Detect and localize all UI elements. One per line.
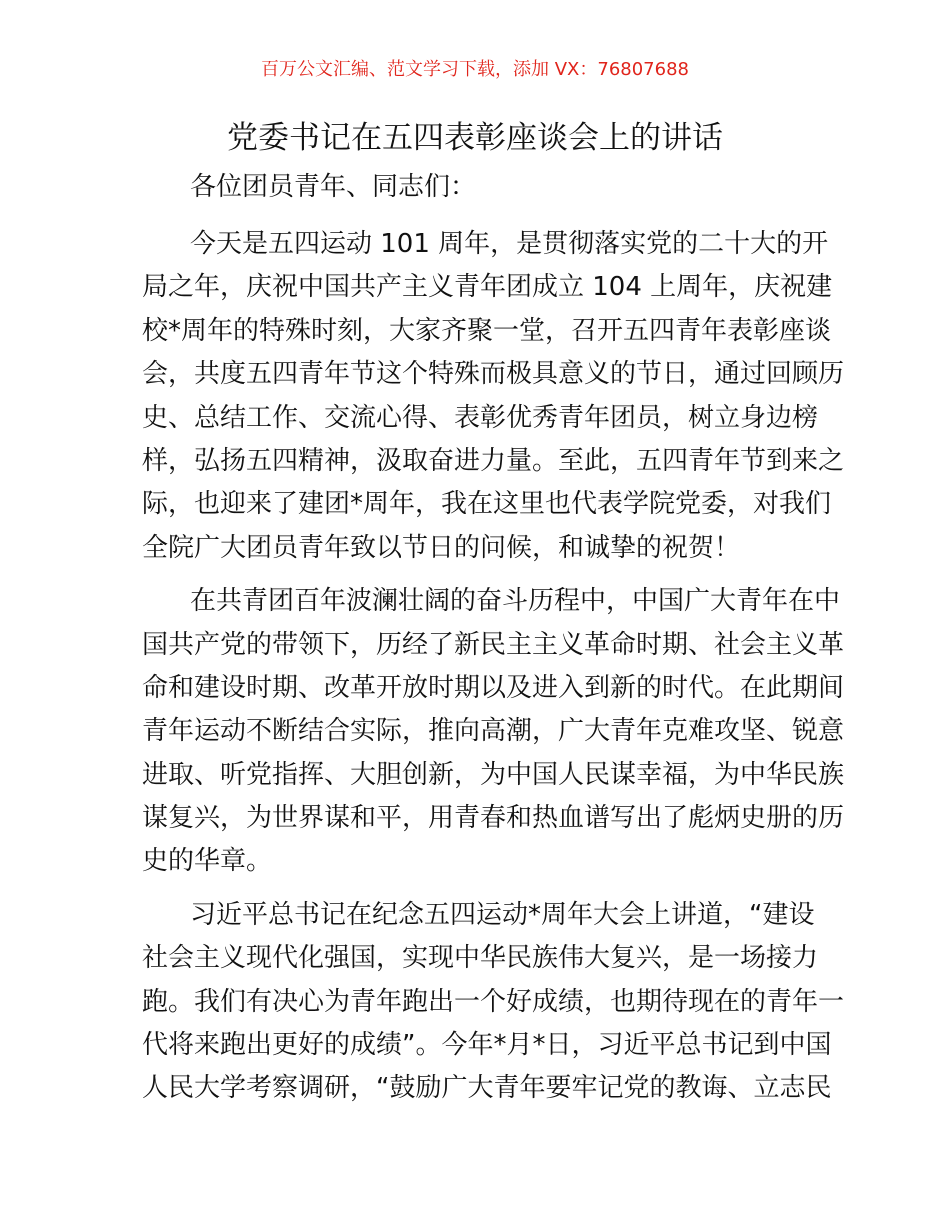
text-line: 在共青团百年波澜壮阔的奋斗历程中，中国广大青年在中 <box>190 586 841 617</box>
text-line: 习近平总书记在纪念五四运动*周年大会上讲道，“建设 <box>190 899 815 930</box>
text-line: 进取、听党指挥、大胆创新，为中国人民谋幸福，为中华民族 <box>142 759 845 790</box>
document-body <box>142 223 845 1121</box>
document-title: 党委书记在五四表彰座谈会上的讲话 <box>227 120 723 156</box>
text-line: 史的华章。 <box>142 846 273 877</box>
text-line: 校*周年的特殊时刻，大家齐聚一堂，召开五四青年表彰座谈 <box>142 315 832 346</box>
text-line: 样，弘扬五四精神，汲取奋进力量。至此，五四青年节到来之 <box>142 445 845 476</box>
text-line: 史、总结工作、交流心得、表彰优秀青年团员，树立身边榜 <box>142 402 819 433</box>
text-line: 人民大学考察调研，“鼓励广大青年要牢记党的教诲、立志民 <box>142 1073 832 1104</box>
text-line: 社会主义现代化强国，实现中华民族伟大复兴，是一场接力 <box>142 943 819 974</box>
paragraph <box>142 223 845 570</box>
paragraph <box>142 894 845 1111</box>
text-line: 代将来跑出更好的成绩”。今年*月*日，习近平总书记到中国 <box>142 1030 832 1061</box>
text-line: 青年运动不断结合实际，推向高潮，广大青年克难攻坚、锐意 <box>142 716 845 747</box>
paragraph <box>142 580 845 884</box>
text-line: 会，共度五四青年节这个特殊而极具意义的节日，通过回顾历 <box>142 359 845 390</box>
greeting: 各位团员青年、同志们： <box>190 172 477 202</box>
text-line: 谋复兴，为世界谋和平，用青春和热血谱写出了彪炳史册的历 <box>142 803 845 834</box>
text-line: 际，也迎来了建团*周年，我在这里也代表学院党委，对我们 <box>142 489 832 520</box>
text-line: 局之年，庆祝中国共产主义青年团成立 104 上周年，庆祝建 <box>142 272 833 303</box>
text-line: 国共产党的带领下，历经了新民主主义革命时期、社会主义革 <box>142 629 845 660</box>
watermark-header: 百万公文汇编、范文学习下载，添加 VX：76807688 <box>261 59 689 80</box>
text-line: 今天是五四运动 101 周年，是贯彻落实党的二十大的开 <box>190 229 829 259</box>
text-line: 全院广大团员青年致以节日的问候，和诚挚的祝贺！ <box>142 532 741 563</box>
text-line: 命和建设时期、改革开放时期以及进入到新的时代。在此期间 <box>142 672 845 703</box>
text-line: 跑。我们有决心为青年跑出一个好成绩，也期待现在的青年一 <box>142 986 845 1017</box>
